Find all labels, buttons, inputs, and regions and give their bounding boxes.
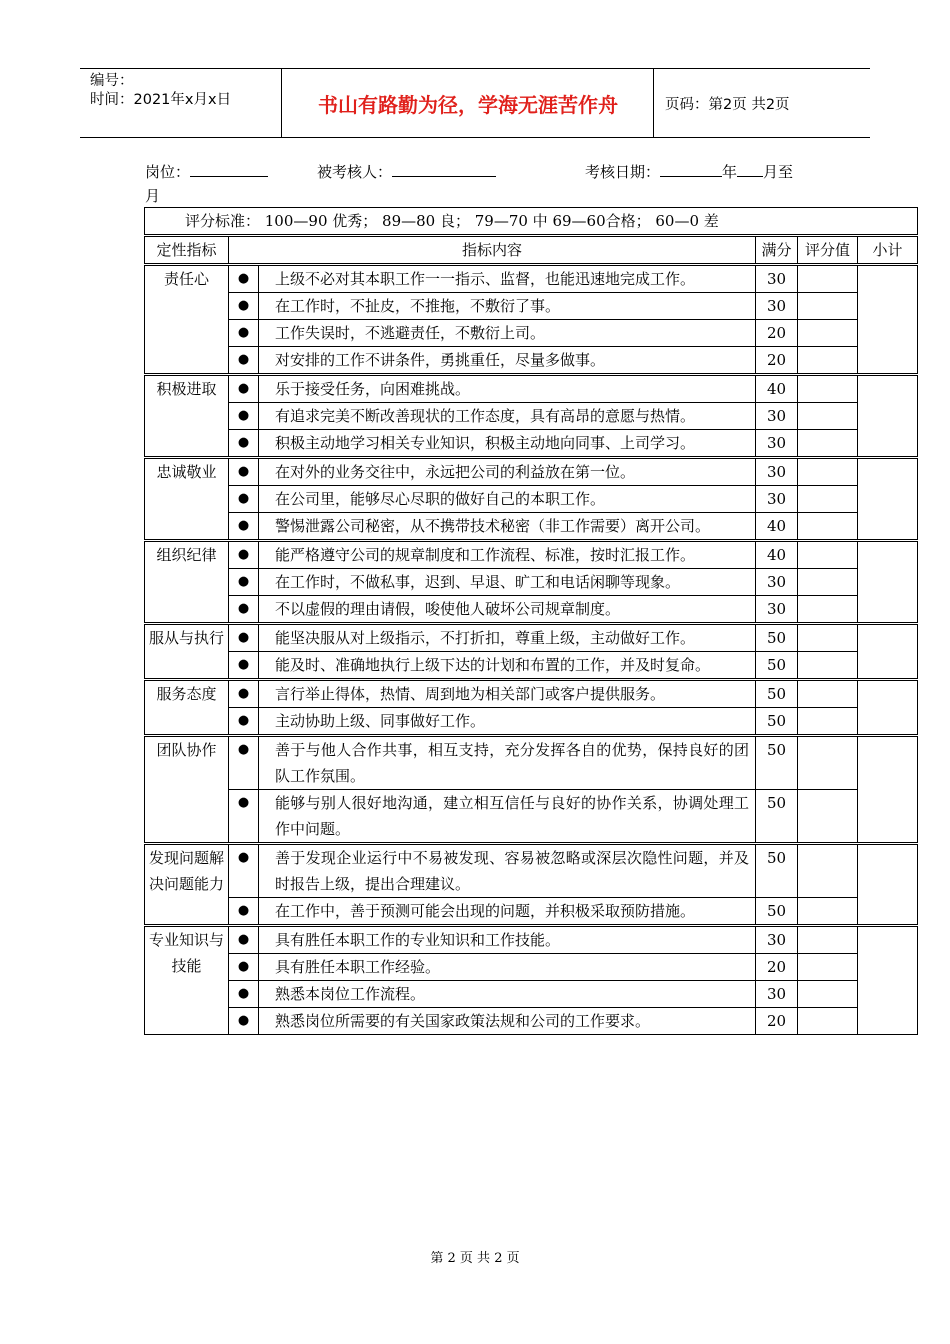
bullet-cell: ● [229,954,259,981]
full-score: 20 [756,1008,798,1035]
score-input-cell[interactable] [798,403,858,430]
table-row [145,926,918,954]
date-label: 考核日期： [585,163,661,181]
bullet-cell: ● [229,403,259,430]
score-input-cell[interactable] [798,375,858,403]
criterion-text: 能严格遵守公司的规章制度和工作流程、标准，按时汇报工作。 [259,541,756,569]
score-input-cell[interactable] [798,430,858,458]
full-score: 50 [756,898,798,926]
criterion-text: 具有胜任本职工作经验。 [259,954,756,981]
category-cell: 发现问题解决问题能力 [145,844,229,926]
bullet-cell: ● [229,347,259,375]
criterion-text: 在公司里，能够尽心尽职的做好自己的本职工作。 [259,486,756,513]
table-row [145,486,918,513]
table-row [145,293,918,320]
full-score: 50 [756,624,798,652]
full-score: 50 [756,652,798,680]
criterion-text: 能够与别人很好地沟通，建立相互信任与良好的协作关系，协调处理工作中问题。 [259,790,756,844]
table-row [145,680,918,708]
category-cell: 责任心 [145,265,229,375]
bullet-cell: ● [229,708,259,736]
col-score: 评分值 [798,236,858,265]
table-row [145,736,918,790]
criterion-text: 主动协助上级、同事做好工作。 [259,708,756,736]
table-row [145,1008,918,1035]
bullet-cell: ● [229,844,259,898]
bullet-cell: ● [229,375,259,403]
col-full: 满分 [756,236,798,265]
post-label: 岗位： [145,163,191,181]
full-score: 50 [756,708,798,736]
scoring-standard: 评分标准： 100—90 优秀； 89—80 良； 79—70 中 69—60合格； 60—0 差 [145,208,918,236]
col-subtotal: 小计 [858,236,918,265]
full-score: 30 [756,596,798,624]
full-score: 30 [756,569,798,596]
table-row [145,513,918,541]
criterion-text: 警惕泄露公司秘密，从不携带技术秘密（非工作需要）离开公司。 [259,513,756,541]
subtotal-cell[interactable] [858,844,918,926]
full-score: 30 [756,430,798,458]
score-input-cell[interactable] [798,569,858,596]
full-score: 20 [756,347,798,375]
date-month-label: 月 [145,187,161,205]
bullet-cell: ● [229,1008,259,1035]
full-score: 50 [756,790,798,844]
criterion-text: 不以虚假的理由请假，唆使他人破坏公司规章制度。 [259,596,756,624]
criterion-text: 善于发现企业运行中不易被发现、容易被忽略或深层次隐性问题，并及时报告上级，提出合理建议。 [259,844,756,898]
score-input-cell[interactable] [798,320,858,347]
page-header [80,68,870,138]
score-input-cell[interactable] [798,981,858,1008]
criterion-text: 在工作时，不扯皮，不推拖，不敷衍了事。 [259,293,756,320]
date-month-field[interactable] [737,162,763,177]
assessee-field[interactable] [392,162,496,177]
full-score: 30 [756,486,798,513]
criterion-text: 熟悉岗位所需要的有关国家政策法规和公司的工作要求。 [259,1008,756,1035]
table-row [145,265,918,293]
table-row [145,320,918,347]
criterion-text: 在工作中，善于预测可能会出现的问题，并积极采取预防措施。 [259,898,756,926]
table-row [145,790,918,844]
score-input-cell[interactable] [798,736,858,790]
subtotal-cell[interactable] [858,458,918,541]
bullet-cell: ● [229,265,259,293]
criterion-text: 能及时、准确地执行上级下达的计划和布置的工作，并及时复命。 [259,652,756,680]
criterion-text: 乐于接受任务，向困难挑战。 [259,375,756,403]
assessment-table [144,207,918,1035]
bullet-cell: ● [229,680,259,708]
score-input-cell[interactable] [798,541,858,569]
subtotal-cell[interactable] [858,926,918,1035]
bullet-cell: ● [229,458,259,486]
full-score: 20 [756,320,798,347]
criterion-text: 熟悉本岗位工作流程。 [259,981,756,1008]
score-input-cell[interactable] [798,898,858,926]
full-score: 30 [756,403,798,430]
subtotal-cell[interactable] [858,375,918,458]
header-page-label: 页码：第2页 共2页 [665,96,790,113]
subtotal-cell[interactable] [858,541,918,624]
full-score: 30 [756,265,798,293]
full-score: 50 [756,736,798,790]
full-score: 50 [756,680,798,708]
score-input-cell[interactable] [798,680,858,708]
table-row [145,981,918,1008]
col-content: 指标内容 [229,236,756,265]
table-row [145,844,918,898]
table-row [145,708,918,736]
full-score: 30 [756,926,798,954]
full-score: 30 [756,458,798,486]
score-input-cell[interactable] [798,1008,858,1035]
bullet-cell: ● [229,541,259,569]
assessee-label: 被考核人： [317,163,393,181]
table-row [145,898,918,926]
date-year-field[interactable] [660,162,722,177]
date-month-to-label: 月至 [763,163,794,181]
score-input-cell[interactable] [798,708,858,736]
subtotal-cell[interactable] [858,736,918,844]
score-input-cell[interactable] [798,652,858,680]
table-row [145,347,918,375]
table-row [145,596,918,624]
table-row [145,624,918,652]
category-cell: 忠诚敬业 [145,458,229,541]
score-input-cell[interactable] [798,347,858,375]
page-footer: 第 2 页 共 2 页 [430,1251,520,1266]
bullet-cell: ● [229,596,259,624]
bullet-cell: ● [229,652,259,680]
bullet-cell: ● [229,569,259,596]
category-cell: 服从与执行 [145,624,229,680]
bullet-cell: ● [229,320,259,347]
table-row [145,569,918,596]
doc-time-label: 时间：2021年x月x日 [90,92,232,108]
category-cell: 积极进取 [145,375,229,458]
subtotal-cell[interactable] [858,265,918,375]
date-year-label: 年 [722,163,738,181]
full-score: 20 [756,954,798,981]
score-input-cell[interactable] [798,458,858,486]
header-meta [80,69,282,137]
table-row [145,458,918,486]
bullet-cell: ● [229,293,259,320]
criterion-text: 具有胜任本职工作的专业知识和工作技能。 [259,926,756,954]
score-input-cell[interactable] [798,790,858,844]
table-row [145,430,918,458]
table-row [145,954,918,981]
score-input-cell[interactable] [798,926,858,954]
table-header-row [145,236,918,265]
score-input-cell[interactable] [798,624,858,652]
bullet-cell: ● [229,736,259,790]
full-score: 40 [756,375,798,403]
category-cell: 组织纪律 [145,541,229,624]
subtotal-cell[interactable] [858,624,918,680]
bullet-cell: ● [229,926,259,954]
category-cell: 服务态度 [145,680,229,736]
criterion-text: 上级不必对其本职工作一一指示、监督，也能迅速地完成工作。 [259,265,756,293]
score-input-cell[interactable] [798,844,858,898]
score-input-cell[interactable] [798,954,858,981]
bullet-cell: ● [229,513,259,541]
score-input-cell[interactable] [798,513,858,541]
bullet-cell: ● [229,981,259,1008]
score-input-cell[interactable] [798,265,858,293]
full-score: 40 [756,513,798,541]
category-cell: 专业知识与技能 [145,926,229,1035]
criterion-text: 善于与他人合作共事，相互支持，充分发挥各自的优势，保持良好的团队工作氛围。 [259,736,756,790]
table-row [145,403,918,430]
score-input-cell[interactable] [798,596,858,624]
bullet-cell: ● [229,430,259,458]
criterion-text: 言行举止得体，热情、周到地为相关部门或客户提供服务。 [259,680,756,708]
criterion-text: 在对外的业务交往中，永远把公司的利益放在第一位。 [259,458,756,486]
subtotal-cell[interactable] [858,680,918,736]
full-score: 50 [756,844,798,898]
full-score: 40 [756,541,798,569]
full-score: 30 [756,981,798,1008]
criterion-text: 积极主动地学习相关专业知识，积极主动地向同事、上司学习。 [259,430,756,458]
criterion-text: 有追求完美不断改善现状的工作态度，具有高昂的意愿与热情。 [259,403,756,430]
criterion-text: 能坚决服从对上级指示，不打折扣，尊重上级，主动做好工作。 [259,624,756,652]
post-field[interactable] [190,162,268,177]
score-input-cell[interactable] [798,293,858,320]
table-row [145,652,918,680]
doc-number-label: 编号： [90,73,134,89]
criterion-text: 对安排的工作不讲条件，勇挑重任，尽量多做事。 [259,347,756,375]
score-input-cell[interactable] [798,486,858,513]
table-row [145,541,918,569]
bullet-cell: ● [229,898,259,926]
bullet-cell: ● [229,486,259,513]
col-category: 定性指标 [145,236,229,265]
category-cell: 团队协作 [145,736,229,844]
bullet-cell: ● [229,790,259,844]
bullet-cell: ● [229,624,259,652]
header-motto: 书山有路勤为径，学海无涯苦作舟 [283,69,654,137]
full-score: 30 [756,293,798,320]
criterion-text: 工作失误时，不逃避责任，不敷衍上司。 [259,320,756,347]
criterion-text: 在工作时，不做私事，迟到、早退、旷工和电话闲聊等现象。 [259,569,756,596]
table-row [145,375,918,403]
